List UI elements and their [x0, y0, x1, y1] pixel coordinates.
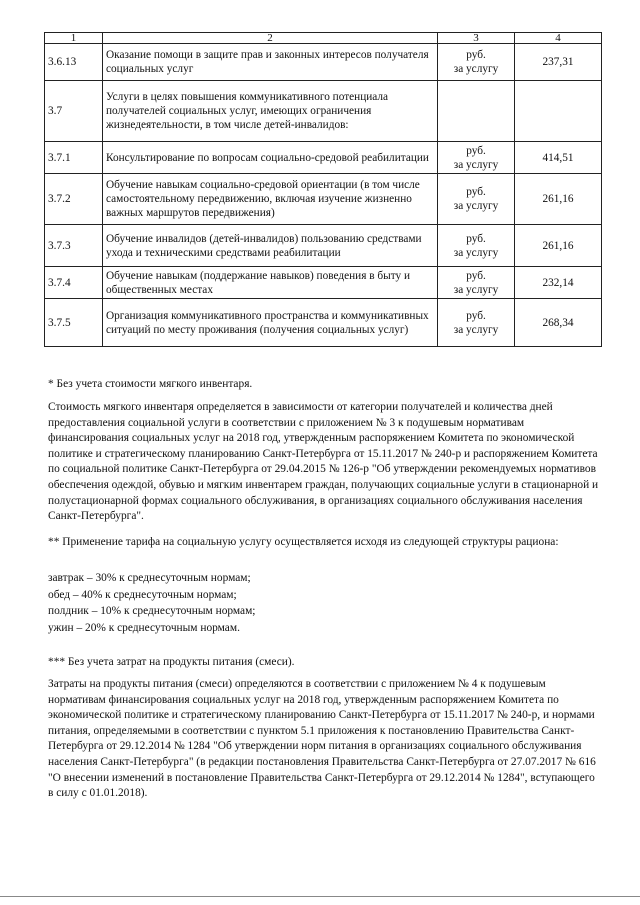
row-price: 237,31	[515, 44, 602, 81]
row-unit	[438, 225, 515, 267]
row-code: 3.7.3	[45, 225, 103, 267]
unit-currency: руб.	[466, 269, 486, 282]
row-code: 3.7.2	[45, 174, 103, 225]
row-price: 261,16	[515, 225, 602, 267]
row-unit	[438, 174, 515, 225]
row-code: 3.7.4	[45, 267, 103, 299]
ration-item: ужин – 20% к среднесуточным нормам.	[48, 622, 240, 634]
unit-per: за услугу	[453, 200, 499, 212]
ration-item: полдник – 10% к среднесуточным нормам;	[48, 605, 256, 617]
unit-currency: руб.	[466, 309, 486, 322]
column-header: 3	[438, 33, 515, 44]
table-row	[45, 44, 602, 81]
row-service: Организация коммуникативного пространства и коммуникативных ситуаций по месту проживания (получения социальных услуг)	[103, 299, 438, 347]
row-unit	[438, 267, 515, 299]
column-header: 4	[515, 33, 602, 44]
row-code: 3.6.13	[45, 44, 103, 81]
footnote-3-body: Затраты на продукты питания (смеси) определяются в соответствии с приложением № 4 к подушевым нормативам финансирования социальных услуг на 2018 год, утвержденным распоряжением Комитета по экономической политике и стратегическому планированию Санкт-Петербурга от 15.11.2017 № 240-р, и нормами питания, определяемыми в соответствии с пунктом 5.1 приложения к постановлению Правительства Санкт-Петербурга от 29.12.2014 № 1284 "Об утверждении норм питания в организациях социального обслуживания населения Санкт-Петербурга" (в редакции постановления Правительства Санкт-Петербурга от 27.07.2017 № 616 "О внесении изменений в постановление Правительства Санкт-Петербурга от 29.12.2014 № 1284", вступающего в силу с 01.01.2018).	[48, 678, 596, 800]
tariff-table	[44, 32, 602, 347]
column-header: 2	[103, 33, 438, 44]
page-bottom-edge	[0, 896, 640, 897]
unit-currency: руб.	[466, 144, 486, 157]
footnote-3-title: *** Без учета затрат на продукты питания (смеси).	[48, 656, 295, 668]
unit-per: за услугу	[453, 323, 499, 336]
unit-per: за услугу	[453, 63, 499, 75]
row-unit	[438, 44, 515, 81]
unit-per: за услугу	[453, 283, 499, 296]
row-unit	[438, 81, 515, 142]
footnote-1-title: * Без учета стоимости мягкого инвентаря.	[48, 378, 253, 390]
unit-per: за услугу	[453, 158, 499, 171]
row-service: Услуги в целях повышения коммуникативного потенциала получателей социальных услуг, имеющих ограничения жизнедеятельности, в том числе детей-инвалидов:	[103, 81, 438, 142]
table-row	[45, 174, 602, 225]
ration-item: завтрак – 30% к среднесуточным нормам;	[48, 572, 251, 584]
row-price: 414,51	[515, 142, 602, 174]
unit-per: за услугу	[453, 246, 499, 259]
row-unit	[438, 299, 515, 347]
row-code: 3.7.5	[45, 299, 103, 347]
row-code: 3.7.1	[45, 142, 103, 174]
table-row	[45, 267, 602, 299]
row-service: Обучение навыкам (поддержание навыков) поведения в быту и общественных местах	[103, 267, 438, 299]
table-header-row	[45, 33, 602, 44]
row-unit	[438, 142, 515, 174]
row-service: Обучение инвалидов (детей-инвалидов) пользованию средствами ухода и техническими средствами реабилитации	[103, 225, 438, 267]
unit-currency: руб.	[466, 49, 486, 61]
table-row	[45, 299, 602, 347]
table-row	[45, 142, 602, 174]
row-service: Консультирование по вопросам социально-средовой реабилитации	[103, 142, 438, 174]
footnote-1-body: Стоимость мягкого инвентаря определяется в зависимости от категории получателей и количества дней предоставления социальной услуги в соответствии с приложением № 3 к подушевым нормативам финансирования социальных услуг на 2018 год, утвержденным распоряжением Комитета по экономической политике и стратегическому планированию Санкт-Петербурга от 15.11.2017 № 240-р и распоряжением Комитета по социальной политике Санкт-Петербурга от 29.04.2015 № 126-р "Об утверждении рекомендуемых нормативов обеспечения одеждой, обувью и мягким инвентарем граждан, получающих социальные услуги в стационарной и полустационарной формах социального обслуживания, в организациях социального обслуживания населения Санкт-Петербурга".	[48, 401, 599, 523]
row-price: 261,16	[515, 174, 602, 225]
row-price: 232,14	[515, 267, 602, 299]
row-service: Оказание помощи в защите прав и законных интересов получателя социальных услуг	[103, 44, 438, 81]
row-price: 268,34	[515, 299, 602, 347]
unit-currency: руб.	[466, 186, 486, 198]
ration-item: обед – 40% к среднесуточным нормам;	[48, 589, 237, 601]
row-service: Обучение навыкам социально-средовой ориентации (в том числе самостоятельному передвижению, включая изучение жизненно важных маршрутов передвижения)	[103, 174, 438, 225]
footnote-2-title: ** Применение тарифа на социальную услугу осуществляется исходя из следующей структуры рациона:	[48, 536, 559, 548]
table-row	[45, 225, 602, 267]
column-header: 1	[45, 33, 103, 44]
table-row	[45, 81, 602, 142]
row-code: 3.7	[45, 81, 103, 142]
unit-currency: руб.	[466, 232, 486, 245]
row-price	[515, 81, 602, 142]
